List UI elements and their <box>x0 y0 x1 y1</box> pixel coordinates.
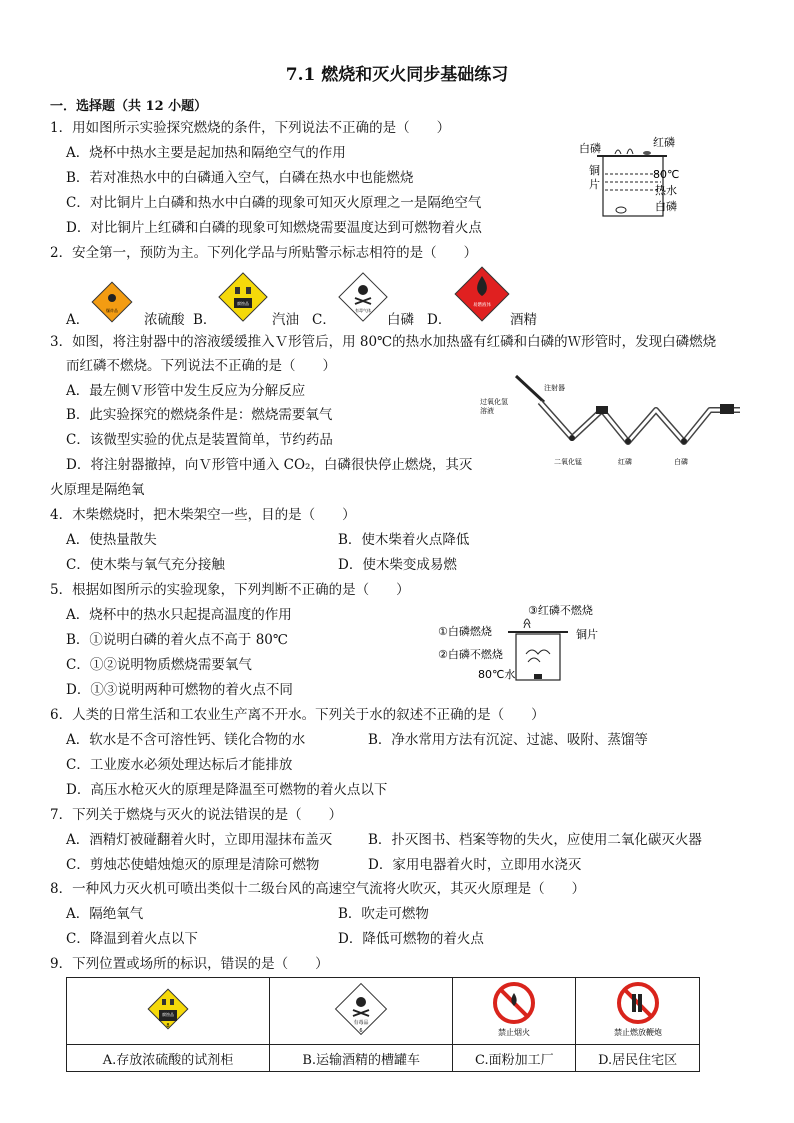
q5-label-3: ③红磷不燃烧 <box>528 604 593 617</box>
q4-stem: 4．木柴燃烧时，把木柴架空一些，目的是（ ） <box>50 507 356 523</box>
q3-option-b: B．此实验探究的燃烧条件是：燃烧需要氧气 <box>66 407 333 423</box>
corrosive-label-icon <box>145 986 191 1032</box>
q6-option-c: C．工业废水必须处理达标后才能排放 <box>66 757 293 773</box>
q3-stem-line-1: 3．如图，将注射器中的溶液缓缓推入Ｖ形管后，用 80℃的热水加热盛有红磷和白磷的Ｗ形管时，发现白磷燃烧 <box>50 334 717 350</box>
no-firecrackers-sign-icon <box>603 979 673 1039</box>
q2-stem: 2．安全第一，预防为主。下列化学品与所贴警示标志相符的是（ ） <box>50 245 478 261</box>
q5-option-a: A．烧杯中的热水只起提高温度的作用 <box>66 607 292 623</box>
q1-option-a: A．烧杯中热水主要是起加热和隔绝空气的作用 <box>66 145 346 161</box>
q7-option-b: B．扑灭图书、档案等物的失火，应使用二氧化碳灭火器 <box>368 832 702 848</box>
toxic-label-text: 有毒品 <box>353 1020 369 1026</box>
q3-label-h2o2-1: 过氧化氢 <box>480 398 508 406</box>
flammable-liquid-sign-icon <box>452 264 512 324</box>
corrosive-sign-text: 腐蚀品 <box>237 301 249 306</box>
q9-cell-d-image <box>576 978 700 1045</box>
q1-stem: 1．用如图所示实验探究燃烧的条件，下列说法不正确的是（ ） <box>50 120 451 136</box>
q4-option-d: D．使木柴变成易燃 <box>338 557 457 573</box>
q3-option-d-line-1: D．将注射器撤掉，向Ｖ形管中通入 CO₂，白磷很快停止燃烧，其灭 <box>66 457 473 473</box>
q1-label-red-p: 红磷 <box>653 136 675 149</box>
q5-option-d: D．①③说明两种可燃物的着火点不同 <box>66 682 293 698</box>
q8-option-d: D．降低可燃物的着火点 <box>338 931 484 947</box>
corrosive-sign-icon <box>216 270 270 324</box>
q6-option-a: A．软水是不含可溶性钙、镁化合物的水 <box>66 732 306 748</box>
q1-option-d: D．对比铜片上红磷和白磷的现象可知燃烧需要温度达到可燃物着火点 <box>66 220 482 236</box>
q8-option-c: C．降温到着火点以下 <box>66 931 198 947</box>
q2-letter-c: C． <box>312 312 336 328</box>
q3-w-tube-diagram <box>478 368 750 472</box>
q3-stem-line-2: 而红磷不燃烧。下列说法不正确的是（ ） <box>66 358 336 374</box>
q9-caption-c: C.面粉加工厂 <box>453 1045 576 1072</box>
q5-label-water: 80℃水 <box>478 668 516 681</box>
q5-label-1: ①白磷燃烧 <box>438 625 492 638</box>
q9-stem: 9．下列位置或场所的标识，错误的是（ ） <box>50 956 329 972</box>
q9-cell-c-image <box>453 978 576 1045</box>
q3-label-white-p: 白磷 <box>674 458 688 466</box>
section-heading: 一．选择题（共 12 小题） <box>50 99 208 114</box>
toxic-label-num: 6 <box>359 1028 363 1034</box>
toxic-label-icon <box>332 980 390 1038</box>
flammable-sign-text: 易燃液体 <box>473 303 491 308</box>
q5-apparatus-diagram <box>438 600 618 686</box>
q4-option-a: A．使热量散失 <box>66 532 157 548</box>
toxic-gas-sign-text: 有毒气体 <box>355 308 371 313</box>
q1-option-c: C．对比铜片上白磷和热水中白磷的现象可知灭火原理之一是隔绝空气 <box>66 195 482 211</box>
q1-label-copper-2: 片 <box>589 178 600 191</box>
corrosive-label-text: 腐蚀品 <box>162 1012 175 1017</box>
q9-cell-b-image <box>270 978 453 1045</box>
q1-label-copper-1: 铜 <box>589 164 600 177</box>
q7-stem: 7．下列关于燃烧与灭火的说法错误的是（ ） <box>50 807 343 823</box>
q3-option-d-line-2: 火原理是隔绝氧 <box>50 482 145 498</box>
q1-label-white-p-2: 白磷 <box>655 200 677 213</box>
q1-label-hot-water: 热水 <box>655 184 677 197</box>
q9-caption-a: A.存放浓硫酸的试剂柜 <box>67 1045 270 1072</box>
q4-option-c: C．使木柴与氧气充分接触 <box>66 557 225 573</box>
q1-label-temp: 80℃ <box>653 168 680 181</box>
toxic-gas-sign-icon <box>336 270 390 324</box>
q7-option-d: D．家用电器着火时，立即用水浇灭 <box>368 857 582 873</box>
q9-cell-a-image <box>67 978 270 1045</box>
q2-letter-a: A． <box>66 312 90 328</box>
no-fire-sign-text: 禁止烟火 <box>498 1028 531 1037</box>
q4-option-b: B．使木柴着火点降低 <box>338 532 470 548</box>
q6-stem: 6．人类的日常生活和工农业生产离不开水。下列关于水的叙述不正确的是（ ） <box>50 707 545 723</box>
q9-caption-d: D.居民住宅区 <box>576 1045 700 1072</box>
q7-option-a: A．酒精灯被碰翻着火时，立即用湿抹布盖灭 <box>66 832 333 848</box>
q3-option-a: A．最左侧Ｖ形管中发生反应为分解反应 <box>66 383 306 399</box>
q5-label-copper: 铜片 <box>576 628 598 641</box>
q9-caption-b: B.运输酒精的槽罐车 <box>270 1045 453 1072</box>
q7-option-c: C．剪烛芯使蜡烛熄灭的原理是清除可燃物 <box>66 857 320 873</box>
q3-label-h2o2-2: 溶液 <box>480 407 494 415</box>
q2-letter-d: D． <box>427 312 452 328</box>
q2-text-c: 白磷 <box>387 312 414 328</box>
q3-label-mno2: 二氧化锰 <box>554 458 582 466</box>
corrosive-label-num: 8 <box>166 1023 170 1029</box>
q2-text-b: 汽油 <box>272 312 299 328</box>
q6-option-d: D．高压水枪灭火的原理是降温至可燃物的着火点以下 <box>66 782 388 798</box>
q6-option-b: B．净水常用方法有沉淀、过滤、吸附、蒸馏等 <box>368 732 648 748</box>
q3-label-red-p: 红磷 <box>618 458 632 466</box>
q3-label-syringe: 注射器 <box>544 384 565 392</box>
q3-option-c: C．该微型实验的优点是装置简单，节约药品 <box>66 432 333 448</box>
page-title: 7.1 燃烧和灭火同步基础练习 <box>285 65 509 85</box>
q5-option-b: B．①说明白磷的着火点不高于 80℃ <box>66 632 288 648</box>
no-fire-sign-icon <box>484 979 544 1039</box>
q9-sign-table <box>66 977 700 1072</box>
explosive-sign-text: 爆炸品 <box>106 308 118 313</box>
q8-stem: 8．一种风力灭火机可喷出类似十二级台风的高速空气流将火吹灭，其灭火原理是（ ） <box>50 881 586 897</box>
q1-apparatus-diagram <box>575 132 695 222</box>
q8-option-b: B．吹走可燃物 <box>338 906 429 922</box>
q2-letter-b: B． <box>193 312 217 328</box>
q2-text-d: 酒精 <box>510 312 537 328</box>
q1-label-white-p: 白磷 <box>579 142 601 155</box>
no-firecrackers-sign-text: 禁止燃放鞭炮 <box>613 1028 662 1037</box>
q5-option-c: C．①②说明物质燃烧需要氧气 <box>66 657 252 673</box>
q2-text-a: 浓硫酸 <box>144 312 185 328</box>
q8-option-a: A．隔绝氧气 <box>66 906 144 922</box>
q1-option-b: B．若对准热水中的白磷通入空气，白磷在热水中也能燃烧 <box>66 170 414 186</box>
q5-stem: 5．根据如图所示的实验现象，下列判断不正确的是（ ） <box>50 582 410 598</box>
explosive-sign-icon <box>90 280 134 324</box>
q5-label-2: ②白磷不燃烧 <box>438 648 503 661</box>
